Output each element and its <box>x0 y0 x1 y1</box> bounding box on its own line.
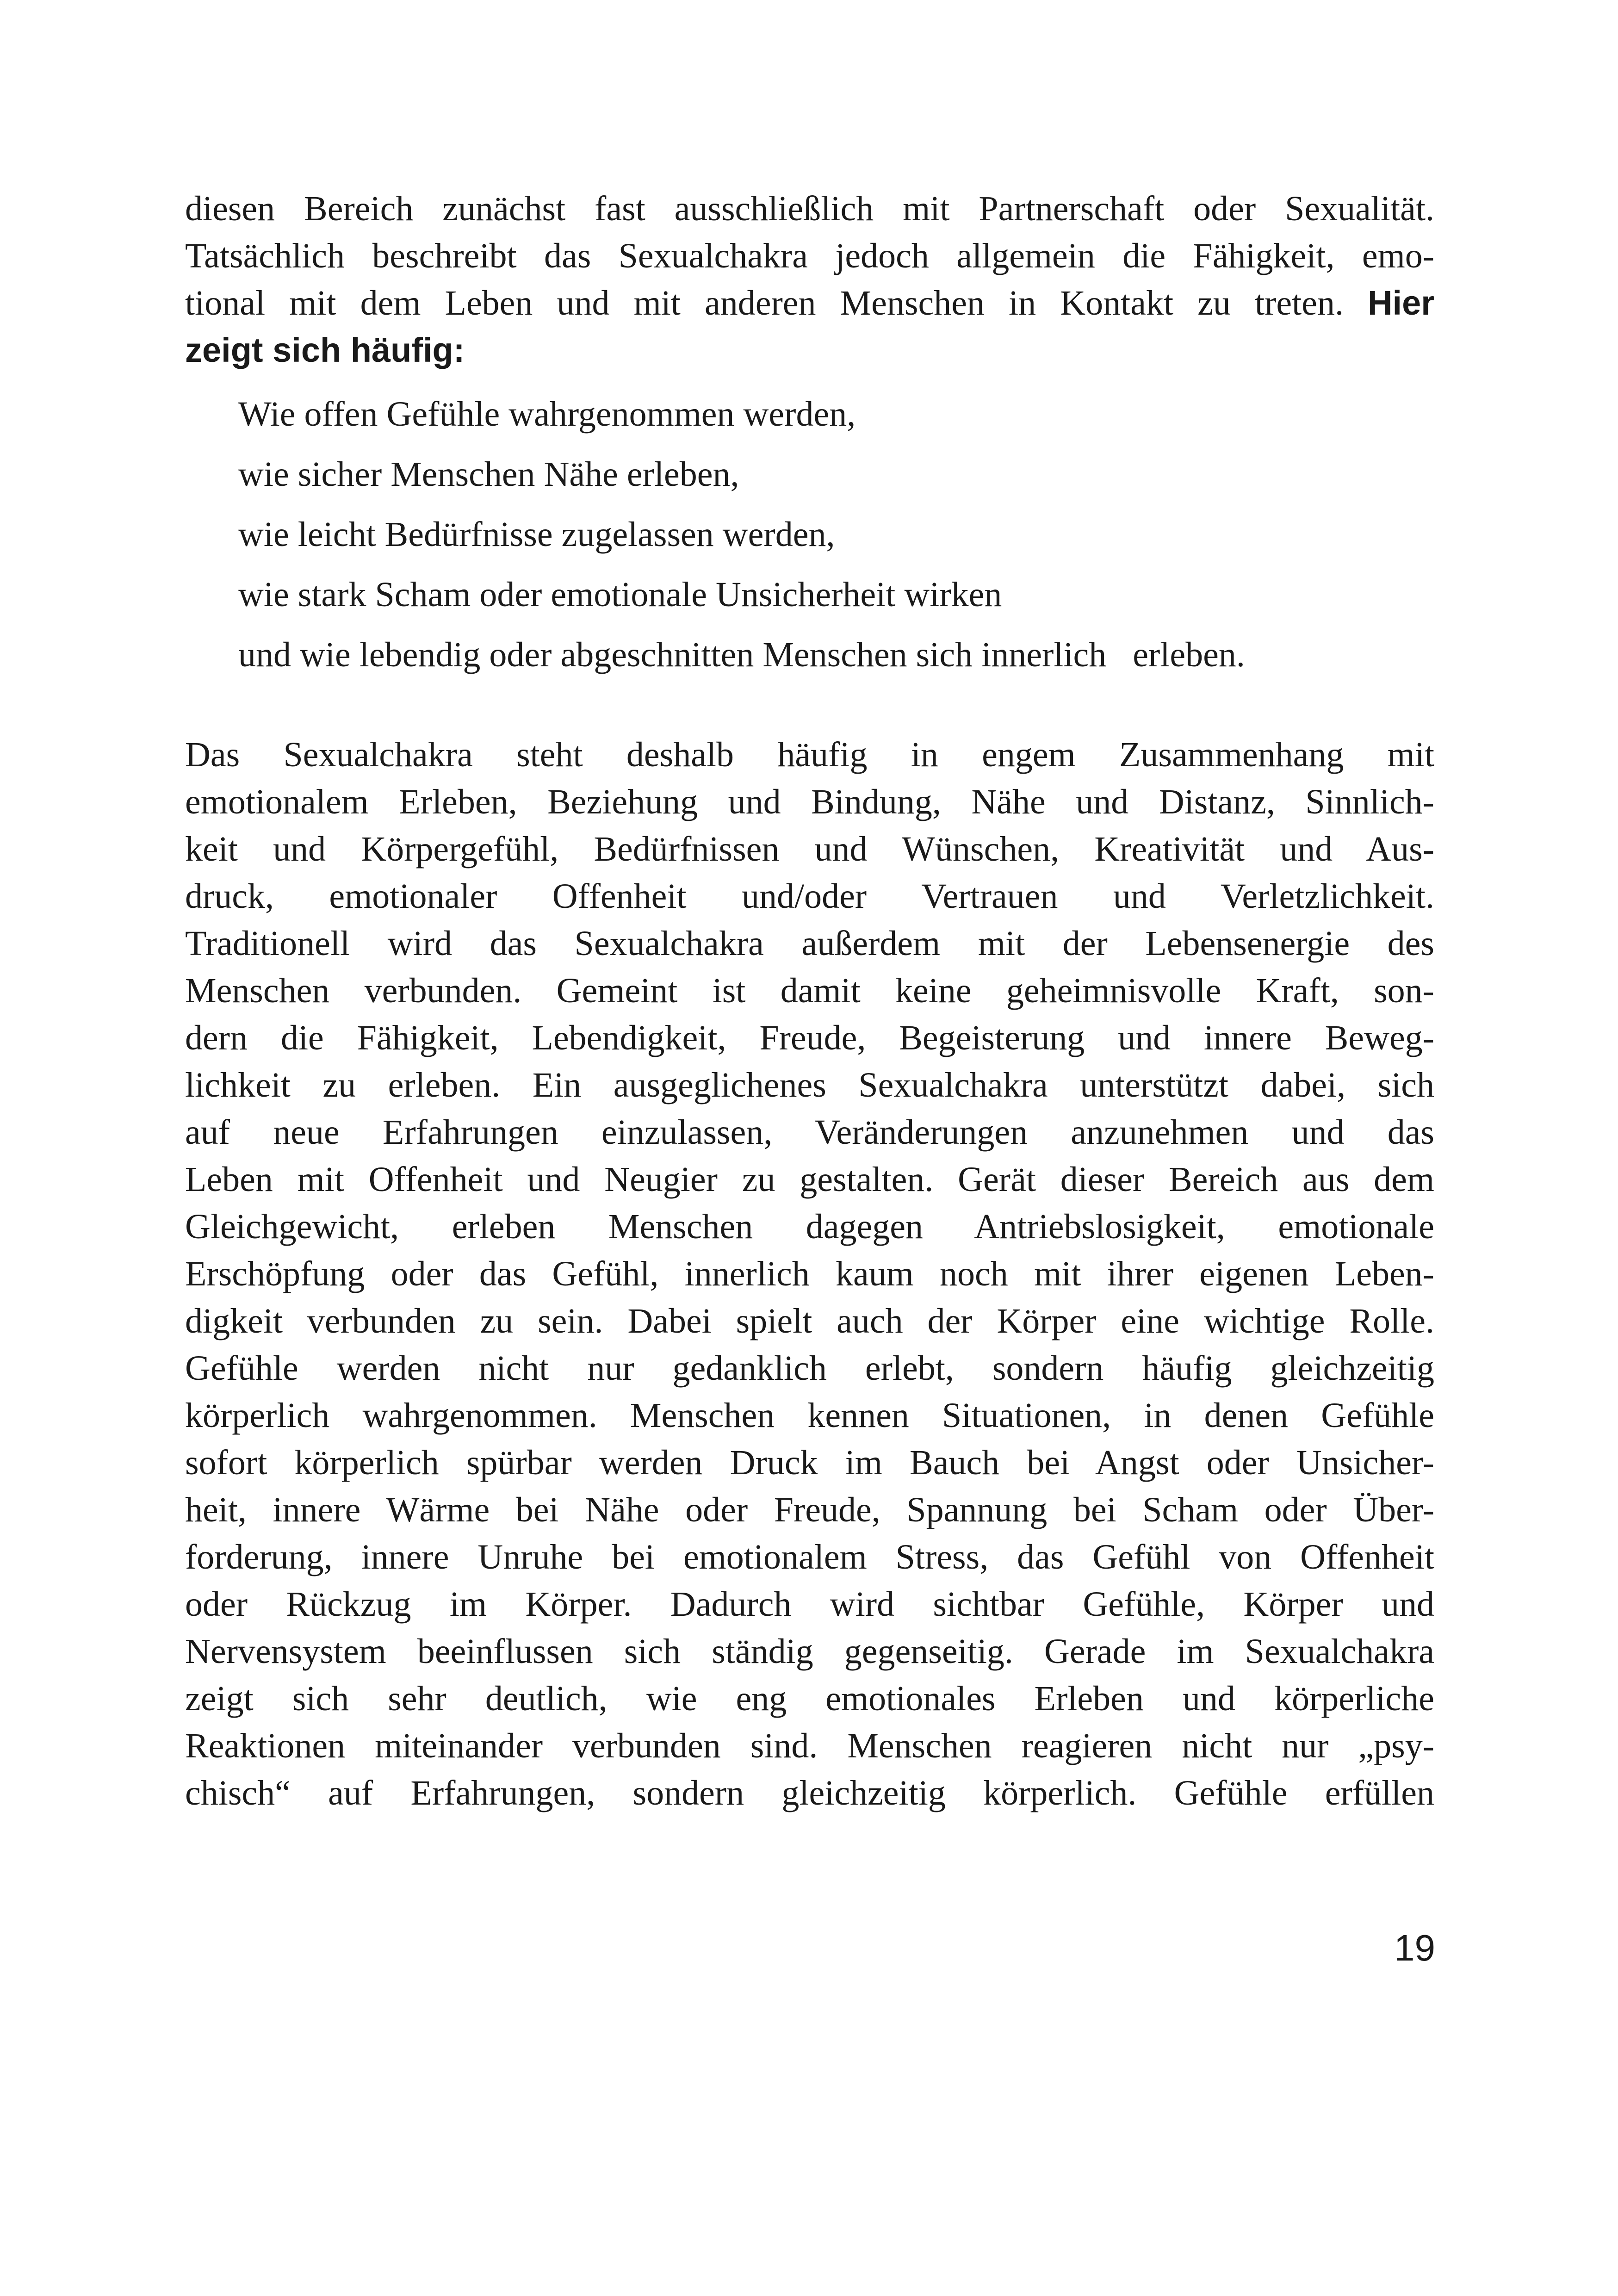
text-line: Das Sexualchakra steht deshalb häufig in engem Zusammenhang mit <box>185 735 1434 774</box>
text-line: forderung, innere Unruhe bei emotionalem Stress, das Gefühl von Offenheit <box>185 1538 1434 1576</box>
list-item: wie leicht Bedürfnisse zugelassen werden, <box>238 515 835 554</box>
text-line: Gefühle werden nicht nur gedanklich erlebt, sondern häufig gleichzeitig <box>185 1349 1434 1388</box>
body-paragraph <box>185 731 1434 1817</box>
text-line: keit und Körpergefühl, Bedürfnissen und Wünschen, Kreativität und Aus- <box>185 830 1434 869</box>
text-line: lichkeit zu erleben. Ein ausgeglichenes Sexualchakra unterstützt dabei, sich <box>185 1066 1434 1105</box>
text-line: zeigt sich sehr deutlich, wie eng emotionales Erleben und körperliche <box>185 1679 1434 1718</box>
text-line: sofort körperlich spürbar werden Druck im Bauch bei Angst oder Unsicher- <box>185 1443 1434 1482</box>
list-item: wie stark Scham oder emotionale Unsicherheit wirken <box>238 575 1002 614</box>
text-line: oder Rückzug im Körper. Dadurch wird sichtbar Gefühle, Körper und <box>185 1585 1434 1624</box>
text-line: druck, emotionaler Offenheit und/oder Vertrauen und Verletzlichkeit. <box>185 877 1434 916</box>
text-line: Gleichgewicht, erleben Menschen dagegen Antriebslosigkeit, emotionale <box>185 1207 1434 1246</box>
text-line: Leben mit Offenheit und Neugier zu gestalten. Gerät dieser Bereich aus dem <box>185 1160 1434 1199</box>
list-item: und wie lebendig oder abgeschnitten Menschen sich innerlich erleben. <box>238 635 1245 674</box>
intro-paragraph <box>185 185 1434 374</box>
text-line: Nervensystem beeinflussen sich ständig gegenseitig. Gerade im Sexualchakra <box>185 1632 1434 1671</box>
text-line: körperlich wahrgenommen. Menschen kennen Situationen, in denen Gefühle <box>185 1396 1434 1435</box>
bold-lead-in: Hier <box>1368 284 1435 322</box>
text-line: auf neue Erfahrungen einzulassen, Veränderungen anzunehmen und das <box>185 1113 1434 1152</box>
text-fragment: tional mit dem Leben und mit anderen Menschen in Kontakt zu treten. <box>185 284 1344 323</box>
list-item: wie sicher Menschen Nähe erleben, <box>238 455 739 494</box>
text-line: Reaktionen miteinander verbunden sind. Menschen reagieren nicht nur „psy- <box>185 1726 1434 1765</box>
text-line: Menschen verbunden. Gemeint ist damit keine geheimnisvolle Kraft, son- <box>185 971 1434 1010</box>
text-line: Traditionell wird das Sexualchakra außerdem mit der Lebensenergie des <box>185 924 1434 963</box>
text-line: heit, innere Wärme bei Nähe oder Freude, Spannung bei Scham oder Über- <box>185 1490 1434 1529</box>
text-line: digkeit verbunden zu sein. Dabei spielt auch der Körper eine wichtige Rolle. <box>185 1302 1434 1340</box>
indented-list <box>238 384 1488 685</box>
bold-lead-in-continued: zeigt sich häufig: <box>185 331 465 369</box>
text-line: Erschöpfung oder das Gefühl, innerlich kaum noch mit ihrer eigenen Leben- <box>185 1254 1434 1293</box>
text-line: emotionalem Erleben, Beziehung und Bindung, Nähe und Distanz, Sinnlich- <box>185 782 1434 821</box>
text-line: diesen Bereich zunächst fast ausschließlich mit Partnerschaft oder Sexualität. <box>185 189 1434 228</box>
text-line: chisch“ auf Erfahrungen, sondern gleichzeitig körperlich. Gefühle erfüllen <box>185 1774 1434 1812</box>
text-line-with-bold <box>185 279 1434 327</box>
list-item: Wie offen Gefühle wahrgenommen werden, <box>238 395 856 434</box>
text-line: dern die Fähigkeit, Lebendigkeit, Freude, Begeisterung und innere Beweg- <box>185 1018 1434 1057</box>
text-line: Tatsächlich beschreibt das Sexualchakra jedoch allgemein die Fähigkeit, emo- <box>185 236 1434 275</box>
page-number: 19 <box>1394 1927 1435 1968</box>
